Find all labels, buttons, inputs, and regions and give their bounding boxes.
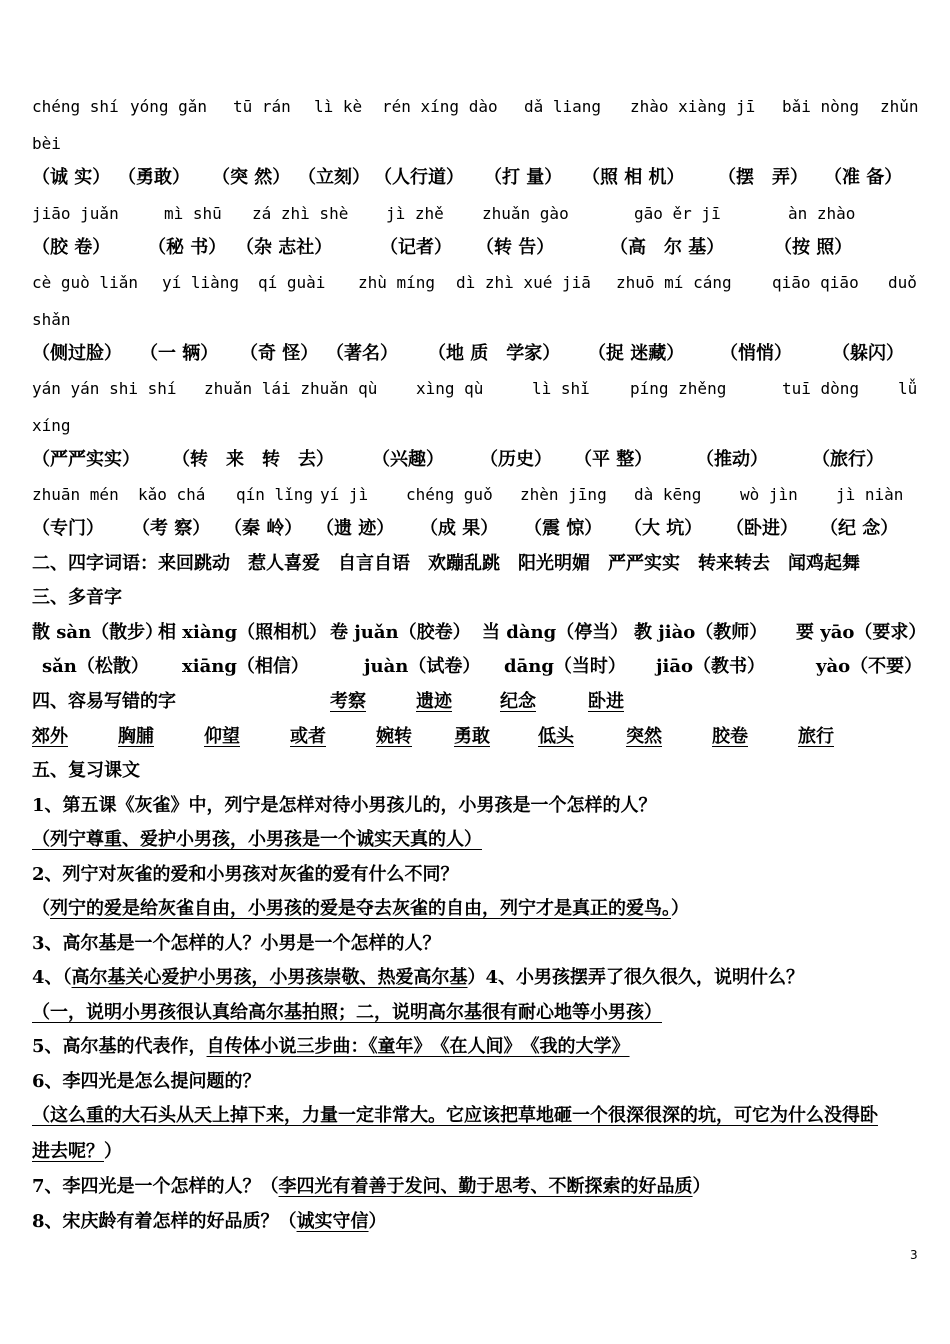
error-prone-word: 考察: [330, 691, 366, 712]
pinyin: jiāo juǎn: [32, 204, 119, 223]
word: （躲闪）: [832, 343, 904, 364]
paren-open: （: [32, 898, 50, 919]
pinyin: mì shū: [164, 204, 222, 223]
pinyin: lì kè: [314, 97, 363, 116]
error-prone-word: 旅行: [798, 726, 834, 747]
page-number: 3: [910, 1248, 918, 1262]
polyphonic-row-2: [0, 655, 950, 685]
word: （胶 卷）: [32, 237, 111, 258]
section-four-char-words: 二、四字词语：来回跳动 惹人喜爱 自言自语 欢蹦乱跳 阳光明媚 严严实实 转来转去 闻鸡起舞: [32, 553, 860, 574]
question-1: 1、第五课《灰雀》中，列宁是怎样对待小男孩儿的，小男孩是一个怎样的人？: [32, 795, 657, 816]
word: （转 告）: [476, 237, 555, 258]
polyphonic-entry: 相 xiàng（照相机）: [158, 622, 328, 643]
word: （勇敢）: [118, 167, 190, 188]
error-prone-word: 突然: [626, 726, 662, 747]
pinyin: qiāo qiāo: [772, 273, 859, 292]
pinyin: zhuǎn gào: [482, 204, 569, 223]
pinyin: dì zhì xué jiā: [456, 273, 591, 292]
word: （人行道）: [374, 167, 464, 188]
pinyin: yán yán shi shí: [32, 379, 177, 398]
pinyin: chéng guǒ: [406, 485, 493, 504]
question-4-answer: 高尔基关心爱护小男孩，小男孩崇敬、热爱高尔基: [71, 967, 468, 988]
pinyin: xìng qù: [416, 379, 484, 398]
word: （专门）: [32, 518, 104, 539]
word: （成 果）: [420, 518, 499, 539]
word: （杂 志社）: [236, 237, 333, 258]
error-prone-word: 纪念: [500, 691, 536, 712]
paren-close: ）: [368, 1211, 387, 1232]
question-5: [32, 1035, 630, 1059]
word: （遗 迹）: [316, 518, 395, 539]
pinyin: zhù míng: [358, 273, 436, 292]
error-prone-word: 仰望: [204, 726, 240, 747]
word: （地 质 学家）: [428, 343, 561, 364]
pinyin: zá zhì shè: [252, 204, 349, 223]
pinyin: duǒ: [888, 273, 917, 292]
word: （一 辆）: [140, 343, 219, 364]
word: （高 尔 基）: [610, 237, 725, 258]
error-prone-word: 低头: [538, 726, 574, 747]
question-5-prefix: 5、高尔基的代表作，: [32, 1036, 207, 1057]
pinyin: zhào xiàng jī: [630, 97, 756, 116]
answer-6-line-1: （这么重的大石头从天上掉下来，力量一定非常大。它应该把草地砸一个很深很深的坑，可它为什么没得卧: [32, 1105, 878, 1126]
word: （秦 岭）: [224, 518, 303, 539]
word: （准 备）: [824, 167, 903, 188]
pinyin-row-3-wrap: [0, 309, 950, 339]
paren-close: ）: [104, 1141, 122, 1162]
question-8: [32, 1210, 387, 1234]
polyphonic-entry: 散 sàn（散步）: [32, 622, 164, 643]
pinyin: yí jì: [320, 485, 369, 504]
answer-6-line-2: [32, 1140, 122, 1164]
section-review-heading: 五、复习课文: [32, 760, 140, 781]
answer-1: （列宁尊重、爱护小男孩，小男孩是一个诚实天真的人）: [32, 829, 482, 850]
pinyin: zhuǎn lái zhuǎn qù: [204, 379, 378, 398]
polyphonic-row-1: [0, 621, 950, 651]
question-7: [32, 1175, 711, 1199]
pinyin: zhèn jīng: [520, 485, 607, 504]
pinyin: chéng shí: [32, 97, 119, 116]
pinyin: lǚ: [898, 379, 918, 398]
pinyin: cè guò liǎn: [32, 273, 138, 292]
pinyin: kǎo chá: [138, 485, 206, 504]
polyphonic-entry: juàn（试卷）: [364, 656, 481, 677]
question-7-prefix: 7、李四光是一个怎样的人？（: [32, 1176, 279, 1197]
word: （记者）: [380, 237, 452, 258]
word: （纪 念）: [820, 518, 899, 539]
word-row-1: [0, 166, 950, 196]
pinyin: yóng gǎn: [130, 97, 208, 116]
section-polyphonic-heading: 三、多音字: [32, 587, 122, 608]
pinyin: qí guài: [258, 273, 326, 292]
error-prone-word: 婉转: [376, 726, 412, 747]
error-prone-word: 遗迹: [416, 691, 452, 712]
answer-2: [32, 897, 689, 921]
polyphonic-entry: 教 jiào（教师）: [634, 622, 768, 643]
pinyin: zhuān mén: [32, 485, 119, 504]
error-prone-word: 胶卷: [712, 726, 748, 747]
word: （历史）: [480, 449, 552, 470]
word: （平 整）: [574, 449, 653, 470]
polyphonic-entry: 卷 juǎn（胶卷）: [330, 622, 471, 643]
answer-6-text: 进去呢？: [32, 1141, 104, 1162]
pinyin: qín lǐng: [236, 485, 314, 504]
paren-close: ）: [671, 898, 689, 919]
question-4-prefix: 4、（: [32, 967, 72, 988]
pinyin: tuī dòng: [782, 379, 860, 398]
word: （照 相 机）: [582, 167, 685, 188]
word: （摆 弄）: [718, 167, 808, 188]
polyphonic-entry: yào（不要）: [816, 656, 923, 677]
pinyin: àn zhào: [788, 204, 856, 223]
error-prone-word: 或者: [290, 726, 326, 747]
answer-2-text: 列宁的爱是给灰雀自由，小男孩的爱是夺去灰雀的自由，列宁才是真正的爱鸟。: [50, 898, 671, 919]
polyphonic-entry: 要 yāo（要求）: [796, 622, 927, 643]
pinyin-row-4-wrap: [0, 415, 950, 445]
pinyin: zhǔn: [880, 97, 919, 116]
word-row-2: [0, 236, 950, 266]
word: （秘 书）: [148, 237, 227, 258]
question-8-answer: 诚实守信: [296, 1211, 369, 1232]
polyphonic-entry: dāng（当时）: [504, 656, 626, 677]
question-2: 2、列宁对灰雀的爱和小男孩对灰雀的爱有什么不同？: [32, 864, 459, 885]
word: （打 量）: [484, 167, 563, 188]
word-row-4: [0, 448, 950, 478]
section-error-prone-words: [0, 690, 950, 720]
word: （著名）: [326, 343, 398, 364]
pinyin-row-1-wrap: [0, 133, 950, 163]
pinyin: dǎ liang: [524, 97, 602, 116]
question-6: 6、李四光是怎么提问题的？: [32, 1071, 261, 1092]
pinyin-row-4: [0, 378, 950, 408]
pinyin-row-2: [0, 203, 950, 233]
word-row-5: [0, 517, 950, 547]
pinyin: jì zhě: [386, 204, 444, 223]
polyphonic-entry: xiāng（相信）: [182, 656, 309, 677]
word: （震 惊）: [524, 518, 603, 539]
word: （卧进）: [726, 518, 798, 539]
word: （旅行）: [812, 449, 884, 470]
word: （奇 怪）: [240, 343, 319, 364]
word: （严严实实）: [32, 449, 140, 470]
section-heading: 四、容易写错的字: [32, 691, 176, 712]
word-row-3: [0, 342, 950, 372]
word: （大 坑）: [624, 518, 703, 539]
pinyin: yí liàng: [162, 273, 240, 292]
word: （转 来 转 去）: [172, 449, 334, 470]
pinyin-row-3: [0, 272, 950, 302]
pinyin: wò jìn: [740, 485, 798, 504]
word: （诚 实）: [32, 167, 111, 188]
polyphonic-entry: sǎn（松散）: [42, 656, 149, 677]
pinyin: shǎn: [32, 310, 71, 329]
polyphonic-entry: 当 dàng（停当）: [482, 622, 629, 643]
pinyin: bǎi nòng: [782, 97, 860, 116]
pinyin: jì niàn: [836, 485, 904, 504]
pinyin: rén xíng dào: [382, 97, 498, 116]
word: （侧过脸）: [32, 343, 122, 364]
error-prone-words-row: [0, 725, 950, 755]
question-4: [32, 966, 804, 990]
word: （捉 迷藏）: [588, 343, 685, 364]
word: （兴趣）: [372, 449, 444, 470]
error-prone-word: 勇敢: [454, 726, 490, 747]
word: （悄悄）: [720, 343, 792, 364]
pinyin: píng zhěng: [630, 379, 727, 398]
question-5-answer: 自传体小说三步曲：《童年》 《在人间》 《我的大学》: [206, 1036, 630, 1057]
word: （立刻）: [298, 167, 370, 188]
pinyin: bèi: [32, 134, 61, 153]
word: （推动）: [696, 449, 768, 470]
pinyin: gāo ěr jī: [634, 204, 721, 223]
question-3: 3、高尔基是一个怎样的人？小男是一个怎样的人？: [32, 933, 441, 954]
error-prone-word: 胸脯: [118, 726, 154, 747]
pinyin: lì shǐ: [532, 379, 590, 398]
pinyin: zhuō mí cáng: [616, 273, 732, 292]
answer-4: （一，说明小男孩很认真给高尔基拍照；二，说明高尔基很有耐心地等小男孩）: [32, 1002, 662, 1023]
error-prone-word: 卧进: [588, 691, 624, 712]
word: （考 察）: [132, 518, 211, 539]
question-7-answer: 李四光有着善于发问、勤于思考、不断探索的好品质: [278, 1176, 693, 1197]
question-8-prefix: 8、宋庆龄有着怎样的好品质？（: [32, 1211, 297, 1232]
pinyin-row-1: [0, 96, 950, 126]
paren-close: ）: [692, 1176, 711, 1197]
pinyin: xíng: [32, 416, 71, 435]
word: （突 然）: [212, 167, 291, 188]
error-prone-word: 郊外: [32, 726, 68, 747]
polyphonic-entry: jiāo（教书）: [656, 656, 766, 677]
pinyin: dà kēng: [634, 485, 702, 504]
question-4-suffix: ）4、小男孩摆弄了很久很久，说明什么？: [467, 967, 805, 988]
word: （按 照）: [774, 237, 853, 258]
pinyin-row-5: [0, 484, 950, 514]
pinyin: tū rán: [233, 97, 291, 116]
